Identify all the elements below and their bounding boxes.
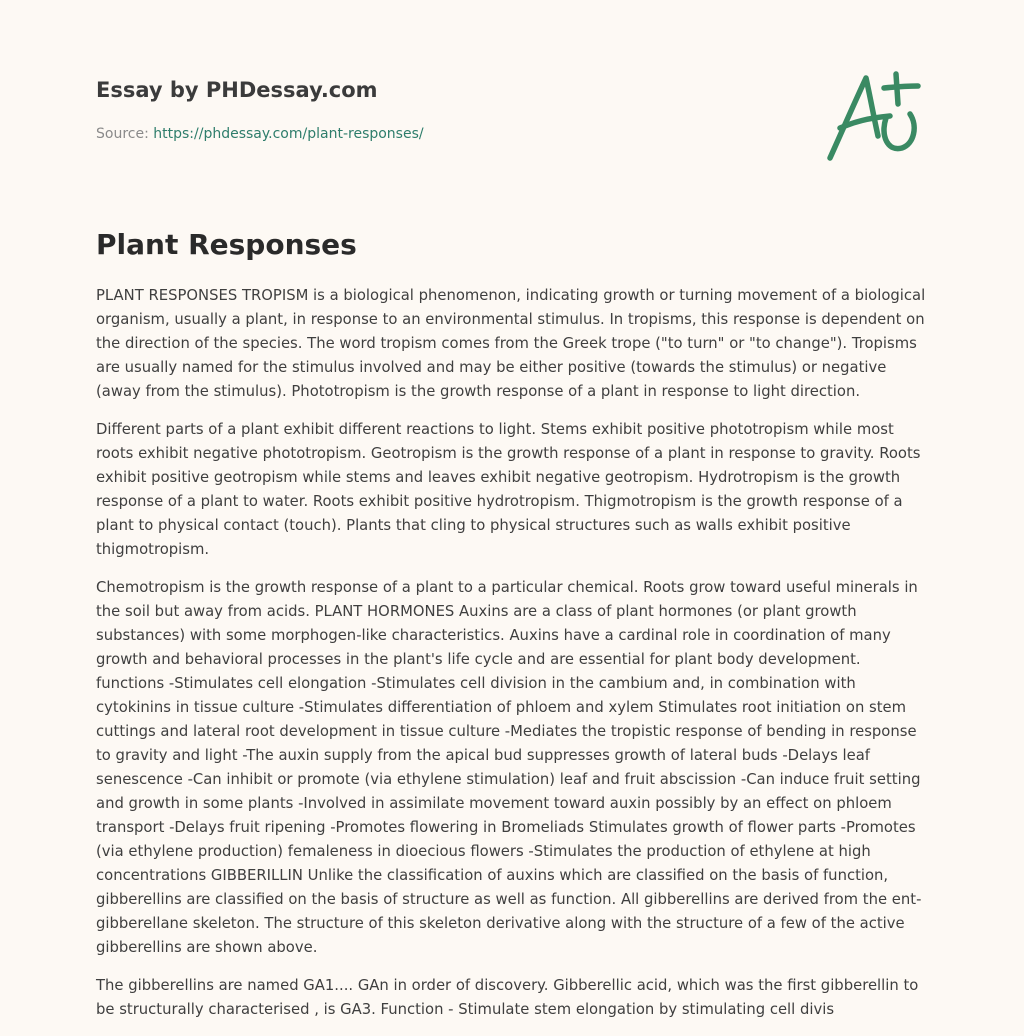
paragraph: PLANT RESPONSES TROPISM is a biological phenomenon, indicating growth or turning movement of a biological organism, usually a plant, in response to an environmental stimulus. In tropisms, this response is dependent on the direction of the species. The word tropism comes from the Greek trope ("to turn" or "to change"). Tropisms are usually named for the stimulus involved and may be either positive (towards the stimulus) or negative (away from the stimulus). Phototropism is the growth response of a plant in response to light direction. [96,287,926,400]
source-line [96,124,796,144]
article-body [96,284,930,1036]
page-title: Plant Responses [96,228,357,261]
source-label: Source: [96,126,149,142]
paragraph: Different parts of a plant exhibit different reactions to light. Stems exhibit positive phototropism while most roots exhibit negative phototropism. Geotropism is the growth response of a plant in response to gravity. Roots exhibit positive geotropism while stems and leaves exhibit negative geotropism. Hydrotropism is the growth response of a plant to water. Roots exhibit positive hydrotropism. Thigmotropism is the growth response of a plant to physical contact (touch). Plants that cling to physical structures such as walls exhibit positive thigmotropism. [96,421,921,558]
paragraph: The gibberellins are named GA1.... GAn in order of discovery. Gibberellic acid, which was the first gibberellin to be structurally characterised , is GA3. Function - Stimulate stem elongation by stimulating cell divis [96,977,919,1018]
paragraph: Chemotropism is the growth response of a plant to a particular chemical. Roots grow toward useful minerals in the soil but away from acids. PLANT HORMONES Auxins are a class of plant hormones (or plant growth substances) with some morphogen-like characteristics. Auxins have a cardinal role in coordination of many growth and behavioral processes in the plant's life cycle and are essential for plant body development. functions -Stimulates cell elongation -Stimulates cell division in the cambium and, in combination with cytokinins in tissue culture -Stimulates differentiation of phloem and xylem Stimulates root initiation on stem cuttings and lateral root development in tissue culture -Mediates the tropistic response of bending in response to gravity and light -The auxin supply from the apical bud suppresses growth of lateral buds -Delays leaf senescence -Can inhibit or promote (via ethylene stimulation) leaf and fruit abscission -Can induce fruit setting and growth in some plants -Involved in assimilate movement toward auxin possibly by an effect on phloem transport -Delays fruit ripening -Promotes flowering in Bromeliads Stimulates growth of flower parts -Promotes (via ethylene production) femaleness in dioecious flowers -Stimulates the production of ethylene at high concentrations GIBBERILLIN Unlike the classification of auxins which are classified on the basis of function, gibberellins are classified on the basis of structure as well as function. All gibberellins are derived from the ent-gibberellane skeleton. The structure of this skeleton derivative along with the structure of a few of the active gibberellins are shown above. [96,579,922,956]
brand-title: Essay by PHDessay.com [96,78,378,102]
source-link[interactable]: https://phdessay.com/plant-responses/ [153,126,424,142]
site-header [96,76,796,144]
a-plus-grade-icon [818,66,928,164]
